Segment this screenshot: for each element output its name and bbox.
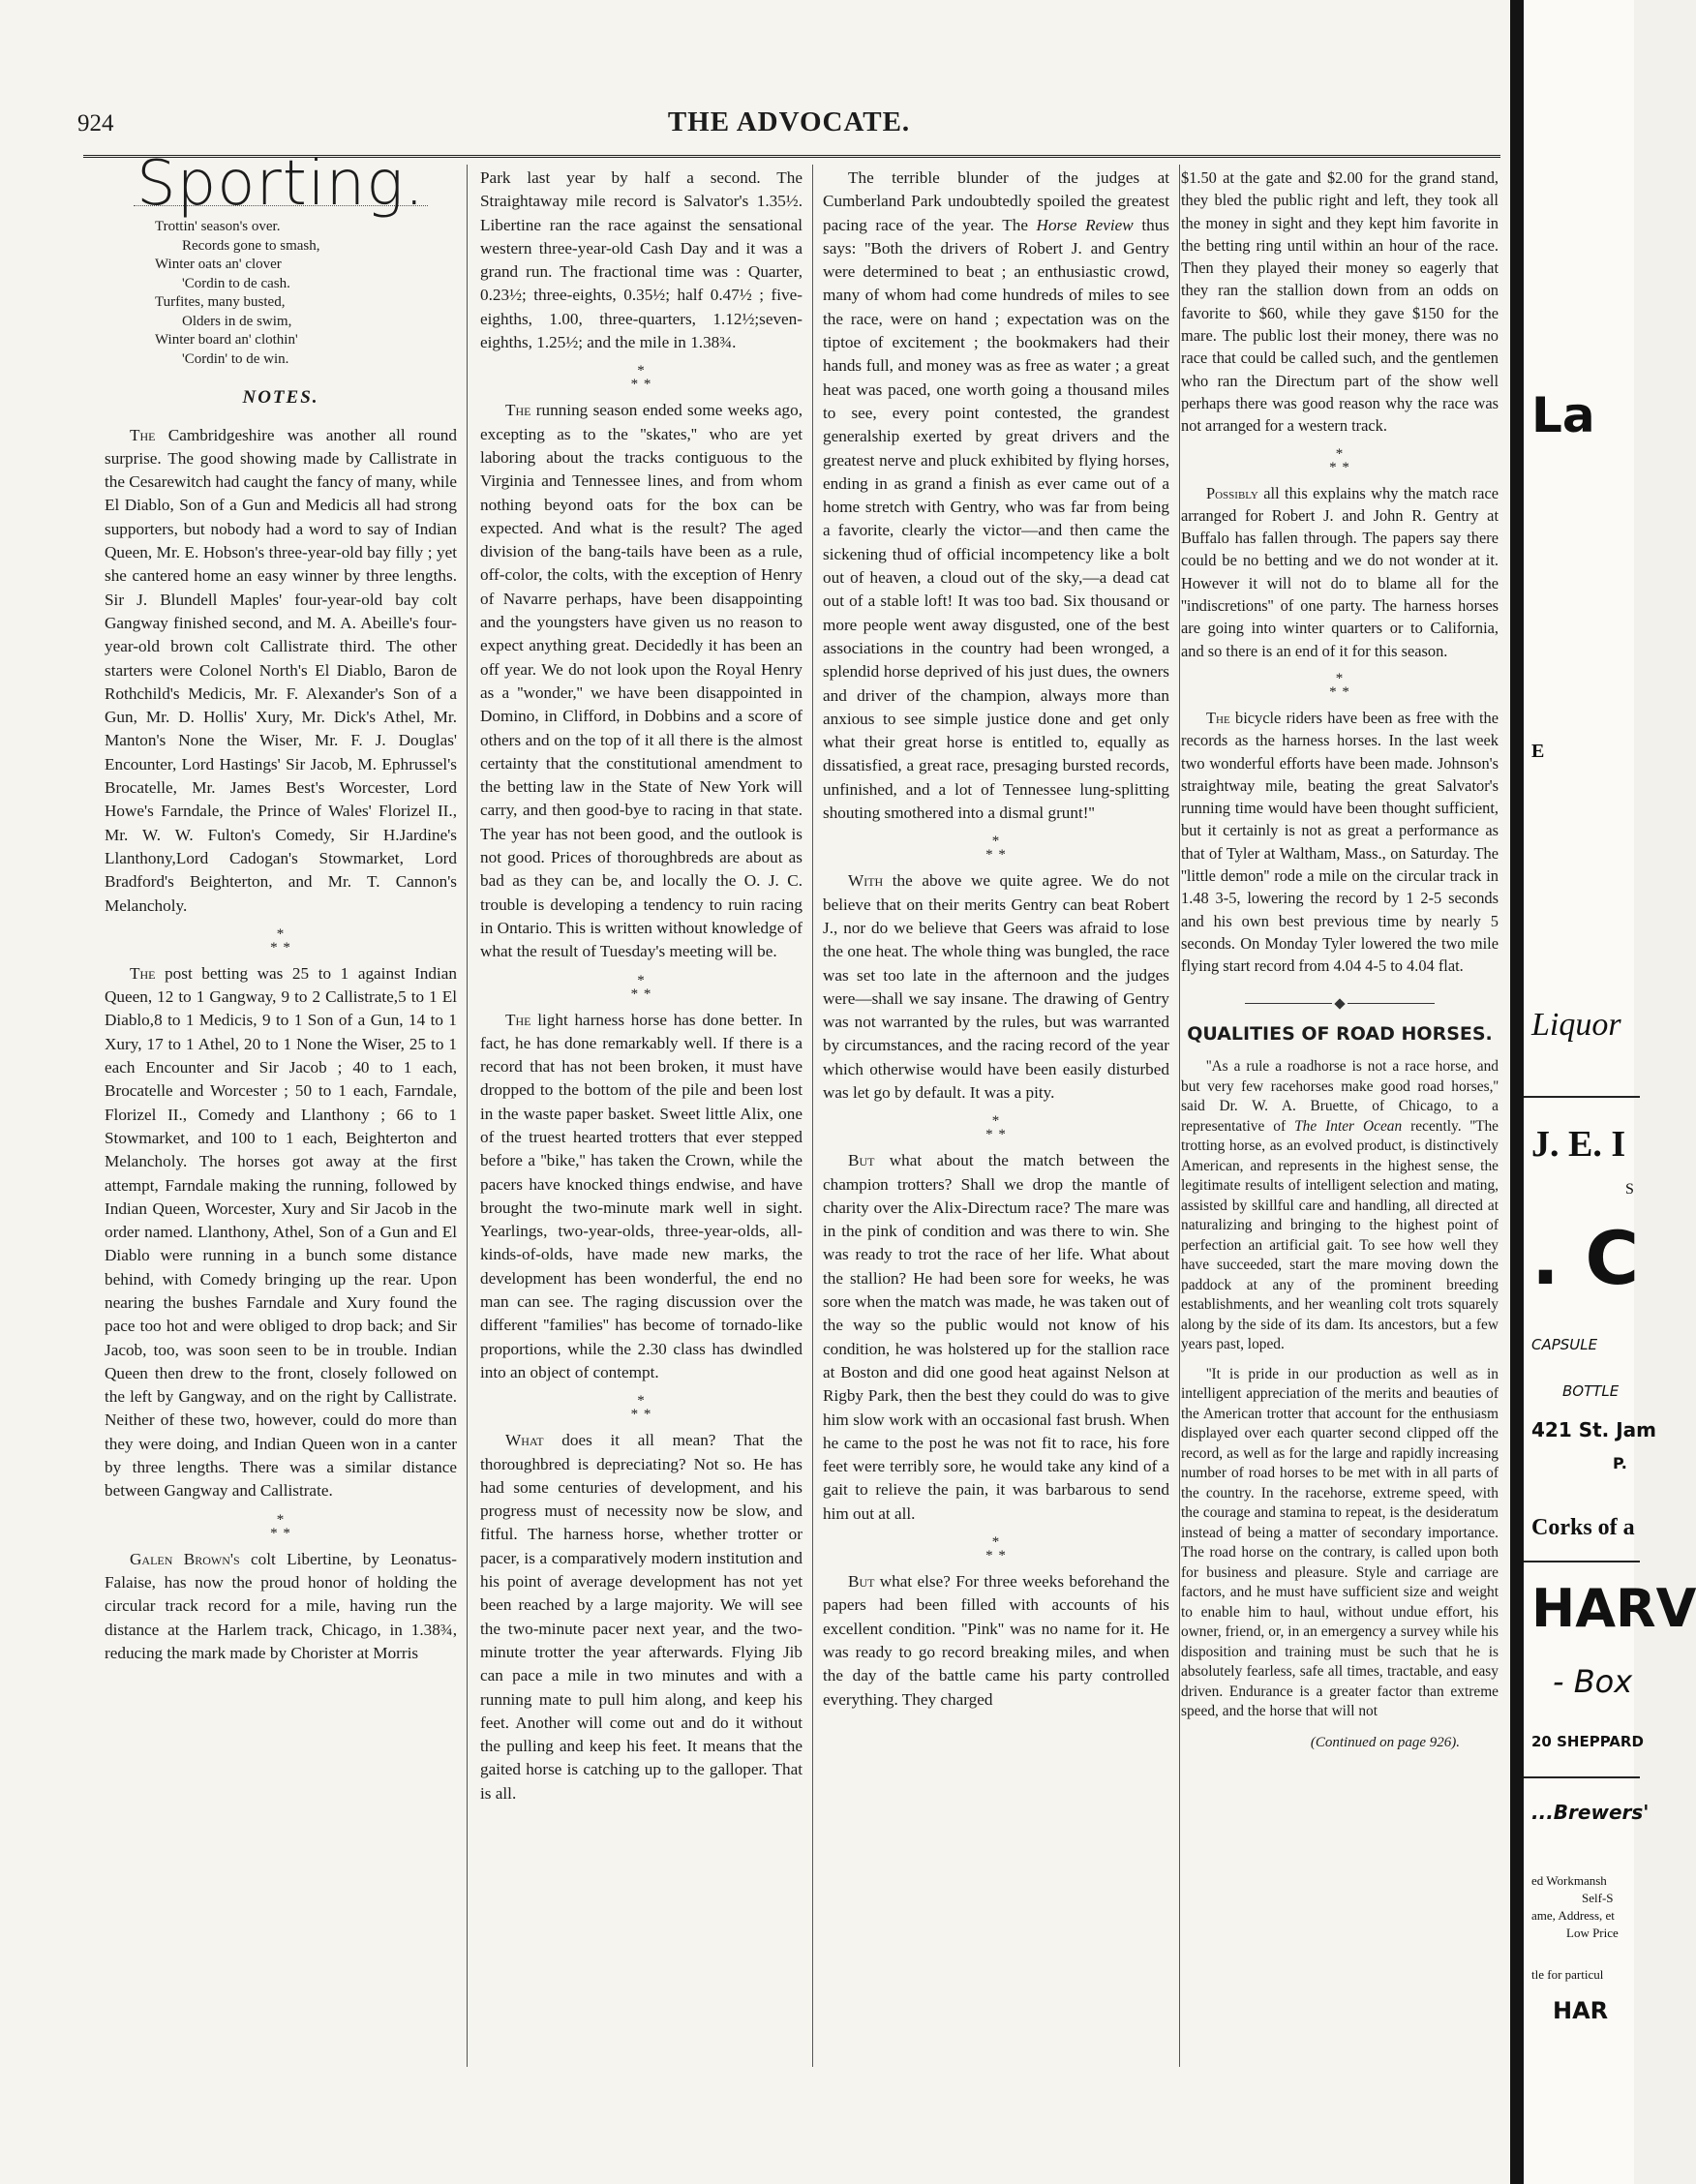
verse-line: Olders in de swim, xyxy=(182,313,292,329)
ad-fragment: 20 SHEPPARD xyxy=(1531,1733,1644,1750)
article-paragraph: Park last year by half a second. The Straightaway mile record is Salvator's 1.35½. Libertine ran the race against the sensational western three-year-old Cash Day and it was a grand run. The fractional time was : Quarter, 0.23½; three-eights, 0.35½; half 0.47½ ; five-eighths, 1.00, three-quarters, 1.12½;seven-eighths, 1.25½; and the mile in 1.38¾. xyxy=(480,168,803,352)
page-header xyxy=(77,105,1500,143)
lead-word: What xyxy=(505,1431,544,1450)
lead-word: Galen Brown's xyxy=(130,1549,240,1568)
asterism-separator: * * * xyxy=(1329,445,1350,475)
asterism-separator: * * * xyxy=(270,925,291,956)
paragraph-text: The terrible blunder of the judges at Cumberland Park undoubtedly spoiled the greatest pacing race of the year. The xyxy=(823,168,1169,234)
source-title: Horse Review xyxy=(1036,215,1134,234)
ad-fragment: . C xyxy=(1531,1215,1640,1301)
verse xyxy=(155,218,457,369)
page-number: 924 xyxy=(77,110,114,136)
column-3 xyxy=(823,167,1169,1721)
paragraph-text: ''As a rule a roadhorse is not a race horse, and but very few racehorses make good road horses,'' said Dr. W. A. Bruette, of Chicago, to a representative of xyxy=(1181,1058,1499,1135)
article-heading: QUALITIES OF ROAD HORSES. xyxy=(1187,1022,1493,1045)
verse-line: 'Cordin to de cash. xyxy=(182,275,290,291)
ad-fragment: La xyxy=(1531,387,1595,443)
article-paragraph xyxy=(1181,707,1499,978)
ad-fragment: ame, Address, et xyxy=(1531,1908,1615,1923)
ad-fragment: Low Price xyxy=(1566,1926,1619,1940)
asterism-separator: * * * xyxy=(630,972,652,1002)
article-paragraph xyxy=(105,1548,457,1665)
article-paragraph xyxy=(105,424,457,918)
adjacent-page-edge xyxy=(1510,0,1696,2184)
asterism-separator: * * * xyxy=(630,363,652,393)
ad-rule xyxy=(1524,1776,1640,1778)
column-rule xyxy=(1179,165,1180,2067)
paragraph-text: what about the match between the champion trotters? Shall we drop the mantle of charity over the Alix-Directum race? The mare was in the pink of condition and was there to win. She was ready to trot the race of her life. What about the stallion? He had been sore for weeks, he was sore when the match was made, he was taken out of the way so the public would not know of his condition, he was holstered up for the stallion race at Boston and did one good heat against Nelson at Rigby Park, then the best they could do was to give him slow work with an occasional fast brush. When he came to the post he was not fit to race, his fore feet were terribly sore, he would take any kind of a gait to relieve the pain, it was barbarous to send him out at all. xyxy=(823,1151,1169,1523)
article-paragraph: ''It is pride in our production as well as in intelligent appreciation of the merits and beauties of the American trotter that account for the enthusiasm displayed over each quarter second clipped off the record, as well as for the large and rapidly increasing number of road horses to be met with in all parts of the country. In the racehorse, extreme speed, with the courage and stamina to repeat, is the desideratum instead of being a matter of secondary importance. The road horse on the contrary, is called upon both for business and pleasure. Style and carriage are factors, and he must have sufficient size and weight to enable him to haul, without undue effort, his owner, friend, or, in an emergency a survey while his disposition and training must be such that he is absolutely fearless, safe all times, tractable, and easy driven. Endurance is a greater factor than extreme speed, and the horse that will not xyxy=(1181,1365,1499,1720)
column-1 xyxy=(105,148,457,1675)
paragraph-text: Cambridgeshire was another all round surprise. The good showing made by Callistrate in the Cesarewitch had caught the fancy of many, while El Diablo, Son of a Gun and Medicis all had strong supporters, but nobody had a word to say of Indian Queen, Mr. E. Hobson's three-year-old bay filly ; yet she cantered home an easy winner by three lengths. Sir J. Blundell Maples' four-year-old bay colt Gangway finished second, and M. A. Abeille's four-year-old brown colt Callistrate third. The other starters were Colonel North's El Diablo, Baron de Rothchild's Medicis, Mr. F. Alexander's Son of a Gun, Mr. D. Hollis' Xury, Mr. Dick's Athel, Mr. Manton's None the Wiser, Mr. F. J. Douglas' Encounter, Lord Hastings' Sir Jacob, M. Ephrussel's Brocatelle, Mr. James Best's Worcester, Lord Howe's Farndale, the Prince of Wales' Florizel II., Mr. W. W. Fulton's Comedy, Sir H.Jardine's Llanthony,Lord Cadogan's Stowmarket, Lord Bradford's Beighterton, and Mr. T. Cannon's Melancholy. xyxy=(105,425,457,915)
article-paragraph: $1.50 at the gate and $2.00 for the grand stand, they bled the public right and left, they took all the money in sight and they kept him favorite in the betting ring until within an hour of the race. Then they played their money so eagerly that they ran the stallion down from an odds on favorite to $60, while they gave $150 for the mare. The public lost their money, there was no race that could be called such, and the gentlemen who ran the Directum part of the show well perhaps there was good reason why the race was not arranged for a western track. xyxy=(1181,168,1499,436)
article-paragraph xyxy=(823,1570,1169,1712)
ad-fragment: CAPSULE xyxy=(1531,1336,1598,1353)
masthead-title: THE ADVOCATE. xyxy=(667,106,911,137)
ad-fragment: Liquor xyxy=(1531,1007,1621,1043)
paragraph-text: thus says: ''Both the drivers of Robert J. and Gentry were determined to beat ; an enthusiastic crowd, many of whom had come hundreds of miles to see the race, were on hand ; expectation was on the tiptoe of excitement ; the bookmakers had their hands full, and money was as free as water ; a great heat was paced, one worth going a thousand miles to see, every point contested, the grandest generalship exerted by great drivers and the greatest nerve and pluck exhibited by flying horses, ending in as grand a finish as ever came out of a home stretch with Gentry, who was far from being a favorite, clearly the victor—and then came the sickening thud of official incompetency like a bolt out of heaven, a cloud out of the sky,—a dead cat out of a stable loft! It was too bad. Six thousand or more people went away disgusted, one of the best associations in the country had been wronged, a splendid horse deprived of his just dues, the owners and driver of the champion, always more than anxious to see simple justice done and get only what their great horse is entitled to, equally as dissatisfied, a great race, presaging bursted records, unfinished, and a lot of Tennessee lung-splitting shouting smothered into a dismal grunt!'' xyxy=(823,215,1169,823)
lead-word: Possibly xyxy=(1206,483,1258,502)
ad-fragment: HAR xyxy=(1553,1997,1609,2024)
ornamental-divider xyxy=(1181,991,1499,1014)
paragraph-text: post betting was 25 to 1 against Indian Queen, 12 to 1 Gangway, 9 to 2 Callistrate,5 to 1 El Diablo,8 to 1 Medicis, 9 to 1 Son of a Gun, 14 to 1 Xury, 17 to 1 Athel, 20 to 1 None the Wiser, 25 to 1 each Encounter and Sir Jacob ; 40 to 1 each, Brocatelle and Worcester ; 50 to 1 each, Farndale, Florizel II., Comedy and Llanthony ; 66 to 1 Stowmarket, and 100 to 1 each, Beighterton and Melancholy. The horses got away at the first attempt, Farndale making the running, followed by Indian Queen, Worcester, Xury and Sir Jacob in the order named. Llanthony, Athel, Son of a Gun and El Diablo were running in a bunch some distance behind, with Comedy bringing up the rear. Upon nearing the bushes Farndale and Xury found the pace too hot and were obliged to drop back; and Sir Jacob, too, was soon seen to be in trouble. Indian Queen then drew to the front, closely followed on the left by Gangway, and on the right by Callistrate. Neither of these two, however, could do more than they were doing, and Indian Queen won in a canter by three lengths. There was a similar distance between Gangway and Callistrate. xyxy=(105,963,457,1501)
article-paragraph xyxy=(1181,1057,1499,1355)
column-rule xyxy=(467,165,468,2067)
verse-line: 'Cordin' to de win. xyxy=(182,350,289,367)
ad-fragment: ...Brewers' xyxy=(1531,1801,1650,1824)
article-paragraph xyxy=(105,962,457,1503)
paragraph-text: all this explains why the match race arranged for Robert J. and John R. Gentry at Buffalo has fallen through. The papers say there could be no betting and we do not wonder at it. However it will not do to blame all for the ''indiscretions'' of one party. The harness horses are going into winter quarters or to California, and so there is an end of it for this season. xyxy=(1181,483,1499,660)
verse-line: Turfites, many busted, xyxy=(155,294,286,311)
ad-fragment: S xyxy=(1625,1181,1634,1198)
asterism-separator: * * * xyxy=(630,1393,652,1423)
verse-line: Records gone to smash, xyxy=(182,237,320,254)
lead-word: The xyxy=(505,401,531,420)
column-2 xyxy=(480,167,803,1815)
ad-fragment: Corks of a xyxy=(1531,1515,1635,1540)
ad-fragment: BOTTLE xyxy=(1562,1382,1620,1400)
ad-fragment: Self-S xyxy=(1582,1891,1614,1905)
article-paragraph xyxy=(823,167,1169,825)
ad-fragment: - Box xyxy=(1553,1663,1633,1700)
ad-fragment: E xyxy=(1531,741,1545,762)
column-rule xyxy=(812,165,813,2067)
lead-word: But xyxy=(848,1151,875,1170)
verse-line: Trottin' season's over. xyxy=(155,219,281,235)
paragraph-text: what else? For three weeks beforehand the papers had been filled with accounts of his excellent condition. ''Pink'' was no name for it. He was ready to go record breaking miles, and when the day of the battle came his party controlled everything. They charged xyxy=(823,1572,1169,1709)
paragraph-text: running season ended some weeks ago, excepting as to the ''skates,'' who are yet laboring about the tracks contiguous to the Virginia and Tennessee lines, and from whom nothing beyond oats for the box can be expected. And what is the result? The aged division of the bang-tails have been as a rule, off-color, the colts, with the exception of Henry of Navarre perhaps, have been disappointing and the youngsters have given us no reason to expect anything great. Decidedly it has been an off year. We do not look upon the Royal Henry as a ''wonder,'' we have been disappointed in Domino, in Clifford, in Dobbins and a score of others and on the top of it all there is the almost certainty that the constitutional amendment to the betting law in the State of New York will carry, and then good-bye to racing in that state. The year has not been good, and the outlook is not good. Prices of thoroughbreds are about as bad as they can be, and locally the O. J. C. trouble is developing a tendency to ruin racing in Ontario. This is written without knowledge of what the result of Tuesday's meeting will be. xyxy=(480,401,803,961)
ad-fragment: J. E. I xyxy=(1531,1124,1626,1165)
ad-fragment: HARV xyxy=(1531,1578,1696,1639)
lead-word: But xyxy=(848,1572,875,1592)
asterism-separator: * * * xyxy=(985,834,1007,864)
asterism-separator: * * * xyxy=(270,1511,291,1541)
lead-word: The xyxy=(505,1010,531,1029)
ad-fragment: ed Workmansh xyxy=(1531,1873,1607,1888)
continued-note: (Continued on page 926). xyxy=(1310,1734,1460,1750)
notes-heading: NOTES. xyxy=(242,387,319,409)
article-paragraph xyxy=(1181,482,1499,662)
source-title: The Inter Ocean xyxy=(1294,1117,1403,1135)
ad-fragment: 421 St. Jam xyxy=(1531,1418,1657,1441)
lead-word: The xyxy=(1206,708,1230,727)
asterism-separator: * * * xyxy=(985,1534,1007,1564)
paragraph-text: does it all mean? That the thoroughbred is depreciating? Not so. He has had some centuries of development, and his progress must of necessity now be slow, and fitful. The harness horse, whether trotter or pacer, is a comparatively modern institution and his point of average development has not yet been reached by a large majority. We will see the two-minute pacer next year, and the two-minute trotter the year afterwards. Flying Jib can pace a mile in two minutes and with a running mate to pull him along, and keep his feet. Another will come out and do it without the pulling and keep his feet. It means that the gaited horse is catching up to the galloper. That is all. xyxy=(480,1431,803,1803)
article-paragraph xyxy=(480,1429,803,1805)
verse-line: Winter oats an' clover xyxy=(155,257,282,273)
asterism-separator: * * * xyxy=(1329,670,1350,700)
lead-word: The xyxy=(130,425,156,444)
paragraph-text: bicycle riders have been as free with the records as the harness horses. In the last week two wonderful efforts have been made. Johnson's straightway mile, beating the great Salvator's running time would have been thought sufficient, but it certainly is not as great a performance as that of Tyler at Waltham, Mass., on Saturday. The ''little demon'' rode a mile on the circular track in 1.48 3-5, lowering the record by 1 2-5 seconds and his own best previous time by nearly 5 seconds. On Monday Tyler lowered the two mile flying start record from 4.04 4-5 to 4.04 flat. xyxy=(1181,708,1499,976)
column-4 xyxy=(1181,167,1499,1754)
article-paragraph xyxy=(823,1149,1169,1526)
verse-line: Winter board an' clothin' xyxy=(155,332,298,349)
paragraph-text: the above we quite agree. We do not believe that on their merits Gentry can beat Robert J., nor do we believe that Geers was afraid to lose the one heat. The whole thing was bungled, the race was set too late in the afternoon and the judges were—shall we say insane. The drawing of Gentry was not warranted by the rules, but was warranted by circumstances, and the racing record of the year which otherwise would have been easily disturbed was let go by default. It was a pity. xyxy=(823,871,1169,1102)
ad-rule xyxy=(1524,1561,1640,1562)
article-paragraph xyxy=(480,1009,803,1385)
paragraph-text: colt Libertine, by Leonatus-Falaise, has now the proud honor of holding the circular track record for a mile, having run the distance at the Harlem track, Chicago, in 1.38¾, reducing the mark made by Chorister at Morris xyxy=(105,1549,457,1662)
asterism-separator: * * * xyxy=(985,1113,1007,1143)
section-title: Sporting. xyxy=(136,148,425,220)
ad-fragment: P. xyxy=(1613,1454,1627,1472)
article-paragraph xyxy=(823,869,1169,1105)
article-paragraph xyxy=(480,399,803,963)
lead-word: With xyxy=(848,871,884,891)
ad-rule xyxy=(1524,1096,1640,1098)
paragraph-text: light harness horse has done better. In fact, he has done remarkably well. If there is a record that has not been broken, it must have dropped to the bottom of the pile and been lost in the waste paper basket. Sweet little Alix, one of the truest hearted trotters that ever stepped before a ''bike,'' has taken the Crown, while the pacers have knocked things endwise, and have brought the two-minute mark well in sight. Yearlings, two-year-olds, three-year-olds, all-kinds-of-olds, have made new marks, the development has been wonderful, the end no man can see. The raging discussion over the different ''families'' has become of tornado-like proportions, while the 2.30 class has dwindled into an object of contempt. xyxy=(480,1010,803,1381)
paragraph-text: recently. ''The trotting horse, as an evolved product, is distinctively American, and represents in the highest sense, the legitimate results of intelligent selection and mating, assisted by skillful care and handling, all directed at naturalizing and bringing to the highest point of perfection an artificial gait. To see how well they have succeeded, start the mare moving down the paddock at any of the prominent breeding establishments, and her weanling colt trots squarely along by the side of its dam. Its ancestors, but a few years past, loped. xyxy=(1181,1117,1499,1353)
ad-fragment: tle for particul xyxy=(1531,1967,1604,1982)
lead-word: The xyxy=(130,963,156,983)
